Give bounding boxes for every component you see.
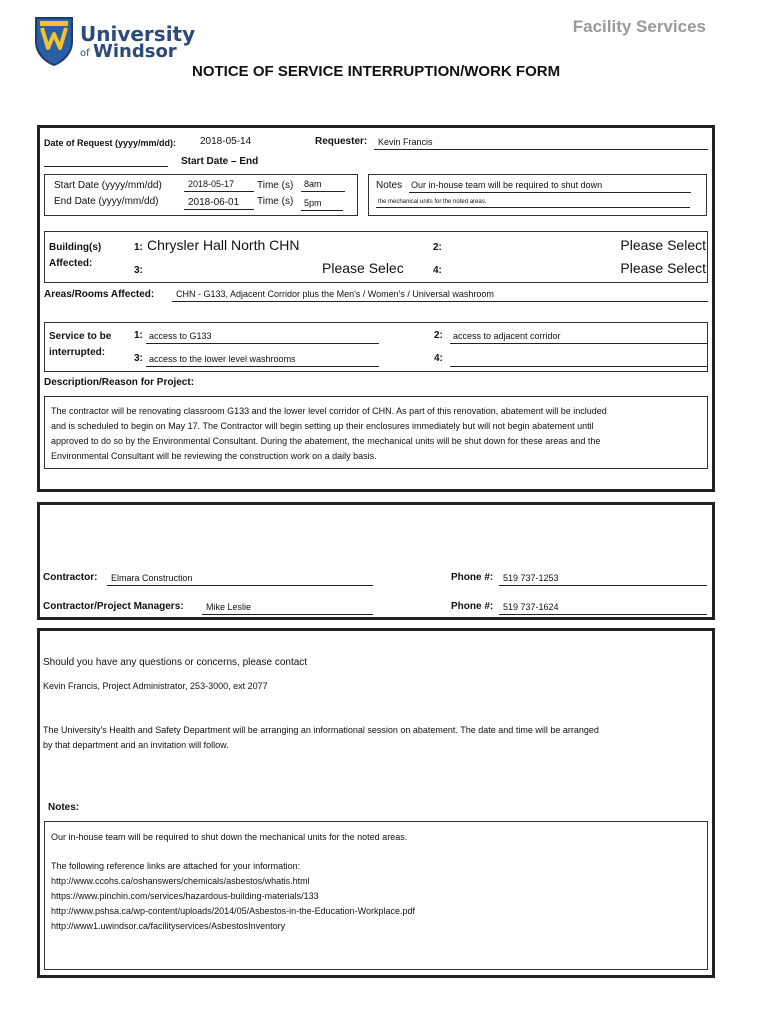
end-time-value: 5pm xyxy=(304,198,322,208)
requester-label: Requester: xyxy=(315,136,368,147)
service-3-number: 3: xyxy=(134,353,143,364)
contractor-phone-label: Phone #: xyxy=(451,572,494,583)
date-request-value[interactable]: 2018-05-14 xyxy=(200,136,252,147)
health-safety-line-2: by that department and an invitation will follow. xyxy=(43,740,229,750)
contractor-phone-value: 519 737-1253 xyxy=(503,573,559,583)
reference-intro: The following reference links are attached for your information: xyxy=(51,861,301,871)
logo-of: of xyxy=(80,48,90,59)
start-time-value: 8am xyxy=(304,179,322,189)
reference-link-1[interactable]: http://www.ccohs.ca/oshanswers/chemicals/asbestos/whatis.html xyxy=(51,876,310,886)
buildings-label-2: Affected: xyxy=(49,258,93,269)
dates-heading: Start Date – End xyxy=(181,156,259,167)
service-2-field[interactable] xyxy=(450,331,708,344)
description-line-4: Environmental Consultant will be reviewing the construction work on a daily basis. xyxy=(51,451,377,461)
start-date-value: 2018-05-17 xyxy=(188,179,235,189)
manager-phone-field[interactable] xyxy=(499,602,707,615)
service-1-number: 1: xyxy=(134,330,143,341)
manager-field[interactable] xyxy=(202,602,373,615)
building-1-number: 1: xyxy=(134,242,143,253)
end-time-label: Time (s) xyxy=(257,196,294,207)
service-2-value: access to adjacent corridor xyxy=(453,331,561,341)
notes-field-line1[interactable] xyxy=(409,180,691,193)
notes-value-2: the mechanical units for the noted areas. xyxy=(378,199,487,205)
requester-field[interactable] xyxy=(374,137,708,150)
areas-value: CHN - G133, Adjacent Corridor plus the Men's / Women's / Universal washroom xyxy=(176,289,494,299)
start-date-label: Start Date (yyyy/mm/dd) xyxy=(54,180,162,191)
building-4-select[interactable]: Please Select xyxy=(620,260,706,276)
date-request-label: Date of Request (yyyy/mm/dd): xyxy=(44,138,177,148)
description-label: Description/Reason for Project: xyxy=(44,377,195,388)
service-1-field[interactable] xyxy=(146,331,379,344)
areas-label: Areas/Rooms Affected: xyxy=(44,289,155,300)
manager-value: Mike Leslie xyxy=(206,602,252,612)
notes-label: Notes xyxy=(376,180,403,191)
requester-value: Kevin Francis xyxy=(378,137,433,147)
crest-icon xyxy=(34,16,74,66)
notes-value-1: Our in-house team will be required to shut down xyxy=(411,180,603,190)
service-2-number: 2: xyxy=(434,330,443,341)
manager-phone-value: 519 737-1624 xyxy=(503,602,559,612)
building-2-number: 2: xyxy=(433,242,442,253)
contact-intro: Should you have any questions or concerns, please contact xyxy=(43,657,308,668)
description-line-1: The contractor will be renovating classroom G133 and the lower level corridor of CHN. As part of this renovation, abatement will be included xyxy=(51,406,607,416)
contractor-value: Elmara Construction xyxy=(111,573,193,583)
reference-link-4[interactable]: http://www1.uwindsor.ca/facilityservices/AsbestosInventory xyxy=(51,921,286,931)
blank-line xyxy=(44,157,168,167)
start-time-field[interactable] xyxy=(301,179,345,192)
health-safety-line-1: The University's Health and Safety Department will be arranging an informational session on abatement. The date and time will be arranged xyxy=(43,725,599,735)
building-1-select[interactable]: Chrysler Hall North CHN xyxy=(147,237,300,253)
contractor-phone-field[interactable] xyxy=(499,573,707,586)
start-date-field[interactable] xyxy=(184,179,254,192)
reference-link-2[interactable]: https://www.pinchin.com/services/hazardous-building-materials/133 xyxy=(51,891,319,901)
end-date-label: End Date (yyyy/mm/dd) xyxy=(54,196,159,207)
manager-phone-label: Phone #: xyxy=(451,601,494,612)
start-time-label: Time (s) xyxy=(257,180,294,191)
service-1-value: access to G133 xyxy=(149,331,212,341)
service-3-value: access to the lower level washrooms xyxy=(149,354,296,364)
notes-line-1: Our in-house team will be required to shut down the mechanical units for the noted areas. xyxy=(51,832,408,842)
service-4-number: 4: xyxy=(434,353,443,364)
logo-windsor: Windsor xyxy=(93,41,177,62)
notes-field-line2[interactable] xyxy=(376,199,690,208)
services-label-2: interrupted: xyxy=(49,347,106,358)
manager-label: Contractor/Project Managers: xyxy=(43,601,184,612)
health-safety-text xyxy=(43,723,711,753)
contractor-field[interactable] xyxy=(107,573,373,586)
end-date-value: 2018-06-01 xyxy=(188,197,240,208)
description-text xyxy=(51,404,705,464)
contractor-label: Contractor: xyxy=(43,572,98,583)
buildings-label-1: Building(s) xyxy=(49,242,102,253)
building-2-select[interactable]: Please Select xyxy=(620,237,706,253)
notes-section-label: Notes: xyxy=(48,802,80,813)
service-4-field[interactable] xyxy=(450,354,708,367)
end-date-field[interactable] xyxy=(184,197,254,210)
reference-links xyxy=(51,859,701,934)
services-label-1: Service to be xyxy=(49,331,112,342)
contact-person: Kevin Francis, Project Administrator, 253-3000, ext 2077 xyxy=(43,681,268,691)
logo-university: University xyxy=(80,22,196,46)
end-time-field[interactable] xyxy=(301,198,343,211)
department-name: Facility Services xyxy=(572,17,706,36)
building-3-number: 3: xyxy=(134,265,143,276)
reference-link-3[interactable]: http://www.pshsa.ca/wp-content/uploads/2014/05/Asbestos-in-the-Education-Workplace.pdf xyxy=(51,906,416,916)
building-4-number: 4: xyxy=(433,265,442,276)
description-line-2: and is scheduled to begin on May 17. The Contractor will begin setting up their enclosures immediately but will not begin abatement until xyxy=(51,421,594,431)
form-title: NOTICE OF SERVICE INTERRUPTION/WORK FORM xyxy=(192,63,561,80)
building-3-select[interactable]: Please Selec xyxy=(322,260,404,276)
service-3-field[interactable] xyxy=(146,354,379,367)
areas-field[interactable] xyxy=(172,289,708,302)
description-line-3: approved to do so by the Environmental Consultant. During the abatement, the mechanical units will be shut down for these areas and the xyxy=(51,436,601,446)
